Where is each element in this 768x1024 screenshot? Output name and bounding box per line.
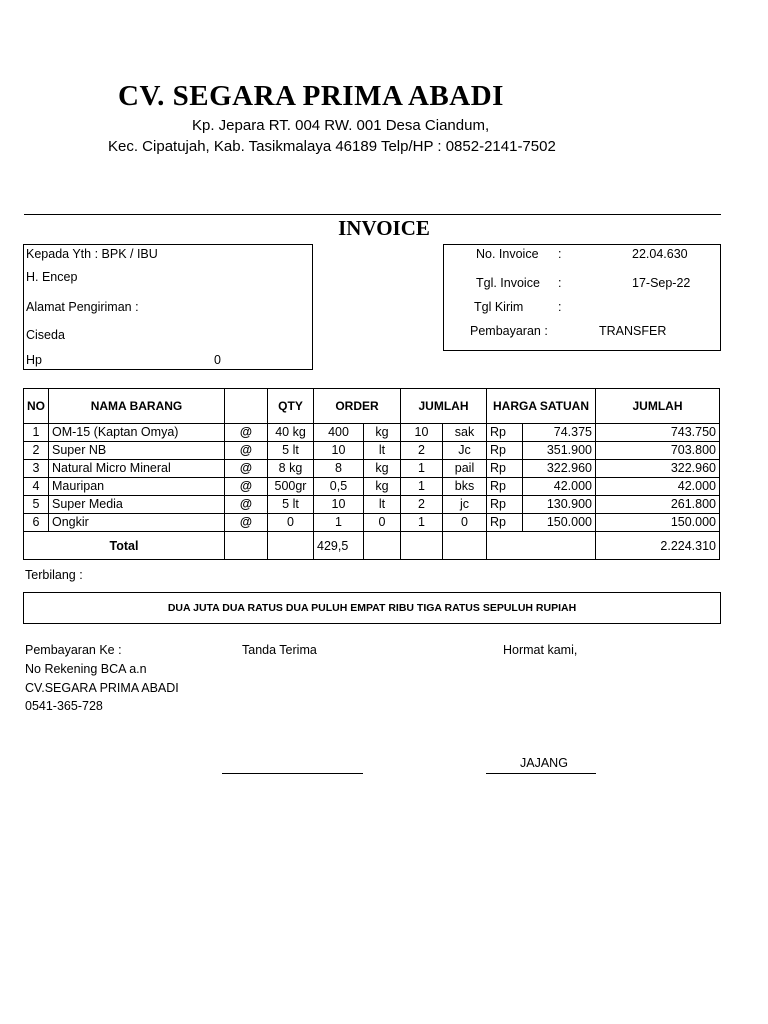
total-empty-count bbox=[401, 532, 443, 560]
row-order: 1 bbox=[314, 514, 364, 532]
row-total: 322.960 bbox=[596, 460, 720, 478]
invoice-date-value: 17-Sep-22 bbox=[632, 276, 691, 290]
row-order-unit: 0 bbox=[364, 514, 401, 532]
row-currency: Rp bbox=[487, 496, 523, 514]
row-at: @ bbox=[225, 424, 268, 442]
total-empty-at bbox=[225, 532, 268, 560]
row-unit-price: 322.960 bbox=[523, 460, 596, 478]
invoice-no-label: No. Invoice bbox=[476, 247, 539, 261]
shipping-address: Ciseda bbox=[26, 328, 65, 342]
row-currency: Rp bbox=[487, 442, 523, 460]
row-currency: Rp bbox=[487, 424, 523, 442]
row-count-unit: 0 bbox=[443, 514, 487, 532]
table-row bbox=[24, 478, 720, 496]
row-no: 6 bbox=[24, 514, 49, 532]
payment-label: Pembayaran : bbox=[470, 324, 548, 338]
row-qty: 8 kg bbox=[268, 460, 314, 478]
recipient-name: H. Encep bbox=[26, 270, 78, 284]
row-at: @ bbox=[225, 442, 268, 460]
row-item-name: Super NB bbox=[49, 442, 225, 460]
row-item-name: Mauripan bbox=[49, 478, 225, 496]
total-empty-count-unit bbox=[443, 532, 487, 560]
row-total: 261.800 bbox=[596, 496, 720, 514]
invoice-no-colon: : bbox=[558, 247, 562, 261]
company-address-line2: Kec. Cipatujah, Kab. Tasikmalaya 46189 Telp/HP : 0852-2141-7502 bbox=[108, 138, 556, 155]
items-table bbox=[23, 388, 720, 560]
row-order: 0,5 bbox=[314, 478, 364, 496]
recipient-box bbox=[23, 244, 313, 370]
header-order: ORDER bbox=[314, 389, 401, 424]
row-qty: 500gr bbox=[268, 478, 314, 496]
invoice-date-label: Tgl. Invoice bbox=[476, 276, 540, 290]
row-at: @ bbox=[225, 514, 268, 532]
table-row bbox=[24, 460, 720, 478]
row-item-name: Ongkir bbox=[49, 514, 225, 532]
row-count-unit: pail bbox=[443, 460, 487, 478]
row-at: @ bbox=[225, 478, 268, 496]
receipt-signature-line bbox=[222, 773, 363, 774]
header-amount: JUMLAH bbox=[401, 389, 487, 424]
row-order: 10 bbox=[314, 442, 364, 460]
header-divider bbox=[24, 214, 721, 215]
header-qty: QTY bbox=[268, 389, 314, 424]
company-address-line1: Kp. Jepara RT. 004 RW. 001 Desa Ciandum, bbox=[192, 117, 490, 134]
row-no: 2 bbox=[24, 442, 49, 460]
row-count-unit: bks bbox=[443, 478, 487, 496]
table-total-row bbox=[24, 532, 720, 560]
grand-total: 2.224.310 bbox=[596, 532, 720, 560]
invoice-title: INVOICE bbox=[338, 216, 430, 240]
invoice-date-colon: : bbox=[558, 276, 562, 290]
row-item-name: Natural Micro Mineral bbox=[49, 460, 225, 478]
row-at: @ bbox=[225, 496, 268, 514]
row-unit-price: 351.900 bbox=[523, 442, 596, 460]
row-count: 10 bbox=[401, 424, 443, 442]
row-count: 2 bbox=[401, 496, 443, 514]
header-unit-price: HARGA SATUAN bbox=[487, 389, 596, 424]
amount-in-words-label: Terbilang : bbox=[25, 568, 83, 582]
receipt-label: Tanda Terima bbox=[242, 643, 317, 657]
payment-to-label: Pembayaran Ke : bbox=[25, 643, 122, 657]
row-total: 703.800 bbox=[596, 442, 720, 460]
row-no: 4 bbox=[24, 478, 49, 496]
row-total: 42.000 bbox=[596, 478, 720, 496]
total-empty-qty bbox=[268, 532, 314, 560]
row-total: 150.000 bbox=[596, 514, 720, 532]
sender-signature-line bbox=[486, 773, 596, 774]
hp-label: Hp bbox=[26, 353, 42, 367]
row-currency: Rp bbox=[487, 460, 523, 478]
row-count-unit: jc bbox=[443, 496, 487, 514]
payment-value: TRANSFER bbox=[599, 324, 667, 338]
company-name: CV. SEGARA PRIMA ABADI bbox=[118, 80, 504, 112]
row-qty: 0 bbox=[268, 514, 314, 532]
row-order-unit: kg bbox=[364, 460, 401, 478]
row-currency: Rp bbox=[487, 478, 523, 496]
row-count: 1 bbox=[401, 514, 443, 532]
row-count-unit: sak bbox=[443, 424, 487, 442]
row-count: 2 bbox=[401, 442, 443, 460]
row-qty: 5 lt bbox=[268, 442, 314, 460]
amount-in-words-box bbox=[23, 592, 721, 624]
payment-account-name: CV.SEGARA PRIMA ABADI bbox=[25, 681, 179, 695]
row-total: 743.750 bbox=[596, 424, 720, 442]
row-unit-price: 74.375 bbox=[523, 424, 596, 442]
row-item-name: OM-15 (Kaptan Omya) bbox=[49, 424, 225, 442]
table-row bbox=[24, 514, 720, 532]
amount-in-words: DUA JUTA DUA RATUS DUA PULUH EMPAT RIBU TIGA RATUS SEPULUH RUPIAH bbox=[167, 602, 577, 614]
row-no: 3 bbox=[24, 460, 49, 478]
header-total: JUMLAH bbox=[596, 389, 720, 424]
row-order-unit: kg bbox=[364, 478, 401, 496]
row-order: 10 bbox=[314, 496, 364, 514]
signer-name: JAJANG bbox=[520, 756, 568, 770]
row-count: 1 bbox=[401, 460, 443, 478]
row-currency: Rp bbox=[487, 514, 523, 532]
row-unit-price: 42.000 bbox=[523, 478, 596, 496]
ship-date-label: Tgl Kirim bbox=[474, 300, 524, 314]
row-no: 5 bbox=[24, 496, 49, 514]
table-row bbox=[24, 424, 720, 442]
row-count-unit: Jc bbox=[443, 442, 487, 460]
ship-date-colon: : bbox=[558, 300, 562, 314]
row-item-name: Super Media bbox=[49, 496, 225, 514]
header-at bbox=[225, 389, 268, 424]
regards-label: Hormat kami, bbox=[503, 643, 578, 657]
total-empty-price bbox=[487, 532, 596, 560]
total-order: 429,5 bbox=[314, 532, 364, 560]
row-order: 8 bbox=[314, 460, 364, 478]
recipient-to-label: Kepada Yth : BPK / IBU bbox=[26, 247, 158, 261]
table-header-row bbox=[24, 389, 720, 424]
row-count: 1 bbox=[401, 478, 443, 496]
invoice-no-value: 22.04.630 bbox=[632, 247, 688, 261]
row-order-unit: lt bbox=[364, 496, 401, 514]
shipping-address-label: Alamat Pengiriman : bbox=[26, 300, 139, 314]
row-qty: 5 lt bbox=[268, 496, 314, 514]
payment-bank: No Rekening BCA a.n bbox=[25, 662, 147, 676]
row-order: 400 bbox=[314, 424, 364, 442]
row-order-unit: kg bbox=[364, 424, 401, 442]
payment-account-number: 0541-365-728 bbox=[25, 699, 103, 713]
header-item-name: NAMA BARANG bbox=[49, 389, 225, 424]
row-order-unit: lt bbox=[364, 442, 401, 460]
invoice-info-box bbox=[443, 244, 721, 351]
row-unit-price: 130.900 bbox=[523, 496, 596, 514]
total-empty-order-unit bbox=[364, 532, 401, 560]
row-at: @ bbox=[225, 460, 268, 478]
total-label: Total bbox=[24, 532, 225, 560]
row-unit-price: 150.000 bbox=[523, 514, 596, 532]
row-no: 1 bbox=[24, 424, 49, 442]
header-no: NO bbox=[24, 389, 49, 424]
hp-value: 0 bbox=[214, 353, 221, 367]
table-row bbox=[24, 442, 720, 460]
table-row bbox=[24, 496, 720, 514]
row-qty: 40 kg bbox=[268, 424, 314, 442]
